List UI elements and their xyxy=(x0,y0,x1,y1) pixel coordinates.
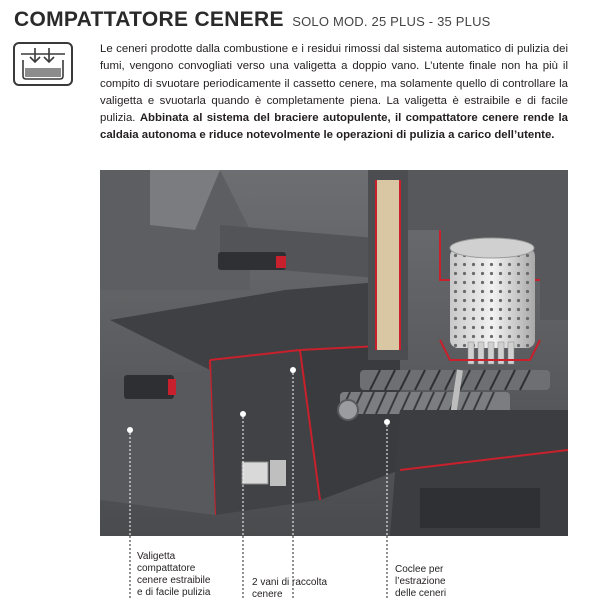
page-title xyxy=(14,8,491,32)
description-intro: Le ceneri prodotte dalla combustione e i residui rimossi dal sistema automatico di pulizia dei fumi, vengono convogliati verso una valigetta a doppio vano. L’utente finale non ha più il compito di svuotare periodicamente il cassetto cenere, ma solamente quello di controllare la valigetta e svuotarla quando è completamente piena. La valigetta è estraibile e di facile pulizia. xyxy=(100,43,568,125)
callout-compactor-case: Valigetta compattatore cenere estraibile e di facile pulizia xyxy=(137,551,211,598)
compactor-cutaway-drawing xyxy=(100,170,568,536)
callout-two-compartments: 2 vani di raccolta cenere xyxy=(252,577,328,600)
title-main: COMPATTATORE CENERE xyxy=(14,8,284,31)
callout-augers: Coclee per l’estrazione delle ceneri xyxy=(395,564,447,599)
description-highlight: Abbinata al sistema del braciere autopulente, il compattatore cenere rende la caldaia autonoma e riduce notevolmente le operazioni di pulizia a carico dell’utente. xyxy=(100,112,569,142)
description xyxy=(100,41,568,145)
compactor-illustration xyxy=(100,170,568,536)
title-subtitle: SOLO MOD. 25 PLUS - 35 PLUS xyxy=(292,14,491,29)
ash-compactor-icon xyxy=(13,42,73,86)
ash-compactor-glyph xyxy=(15,44,71,84)
